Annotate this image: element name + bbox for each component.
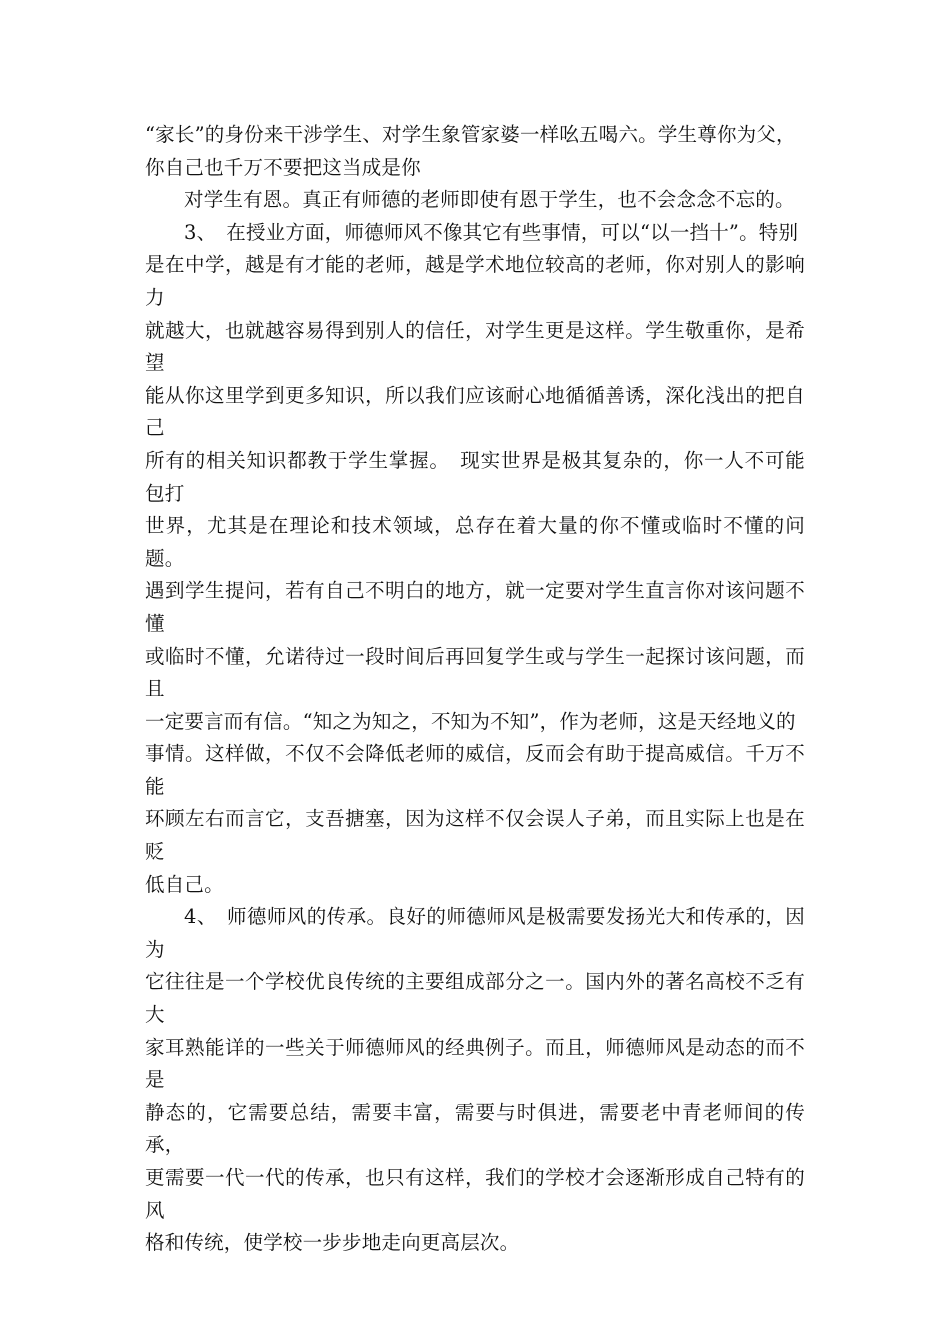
- text-line: 事情。这样做，不仅不会降低老师的威信，反而会有助于提高威信。千万不能: [145, 742, 805, 798]
- text-line: 对学生有恩。真正有师德的老师即使有恩于学生，也不会念念不忘的。: [184, 188, 795, 212]
- text-line: 能从你这里学到更多知识，所以我们应该耐心地循循善诱，深化浅出的把自己: [145, 383, 805, 440]
- paragraph-3: [145, 217, 805, 901]
- text-line: 环顾左右而言它，支吾搪塞，因为这样不仅会误人子弟，而且实际上也是在贬: [145, 807, 805, 864]
- text-line: 就越大，也就越容易得到别人的信任，对学生更是这样。学生敬重你，是希望: [145, 318, 805, 375]
- text-line: 一定要言而有信。“知之为知之，不知为不知”，作为老师，这是天经地义的: [145, 709, 796, 733]
- text-line: 家耳熟能详的一些关于师德师风的经典例子。而且，师德师风是动态的而不是: [145, 1035, 805, 1092]
- text-line: 你自己也千万不要把这当成是你: [145, 155, 421, 179]
- text-line: “家长”的身份来干涉学生、对学生象管家婆一样吆五喝六。学生尊你为父，: [145, 123, 796, 146]
- text-line: 3、 在授业方面，师德师风不像其它有些事情，可以“以一挡十”。特别: [184, 220, 799, 244]
- text-line: 世界，尤其是在理论和技术领域，总存在着大量的你不懂或临时不懂的问题。: [145, 514, 805, 570]
- text-line: 4、 师德师风的传承。良好的师德师风是极需要发扬光大和传承的，因为: [145, 905, 805, 961]
- paragraph-2: [145, 184, 805, 217]
- text-line: 或临时不懂，允诺待过一段时间后再回复学生或与学生一起探讨该问题，而且: [145, 644, 805, 701]
- text-line: 遇到学生提问，若有自己不明白的地方，就一定要对学生直言你对该问题不懂: [145, 579, 805, 635]
- text-line: 静态的，它需要总结，需要丰富，需要与时俱进，需要老中青老师间的传承，: [145, 1100, 805, 1157]
- text-line: 所有的相关知识都教于学生掌握。 现实世界是极其复杂的，你一人不可能包打: [145, 448, 805, 505]
- paragraph-4: [145, 901, 805, 1260]
- text-line: 格和传统，使学校一步步地走向更高层次。: [145, 1231, 520, 1255]
- document-body: [145, 119, 805, 1260]
- paragraph-1: [145, 119, 805, 184]
- text-line: 低自己。: [145, 872, 224, 896]
- text-line: 它往往是一个学校优良传统的主要组成部分之一。国内外的著名高校不乏有大: [145, 970, 805, 1027]
- text-line: 更需要一代一代的传承，也只有这样，我们的学校才会逐渐形成自己特有的风: [145, 1166, 805, 1222]
- text-line: 是在中学，越是有才能的老师，越是学术地位较高的老师，你对别人的影响力: [145, 253, 805, 309]
